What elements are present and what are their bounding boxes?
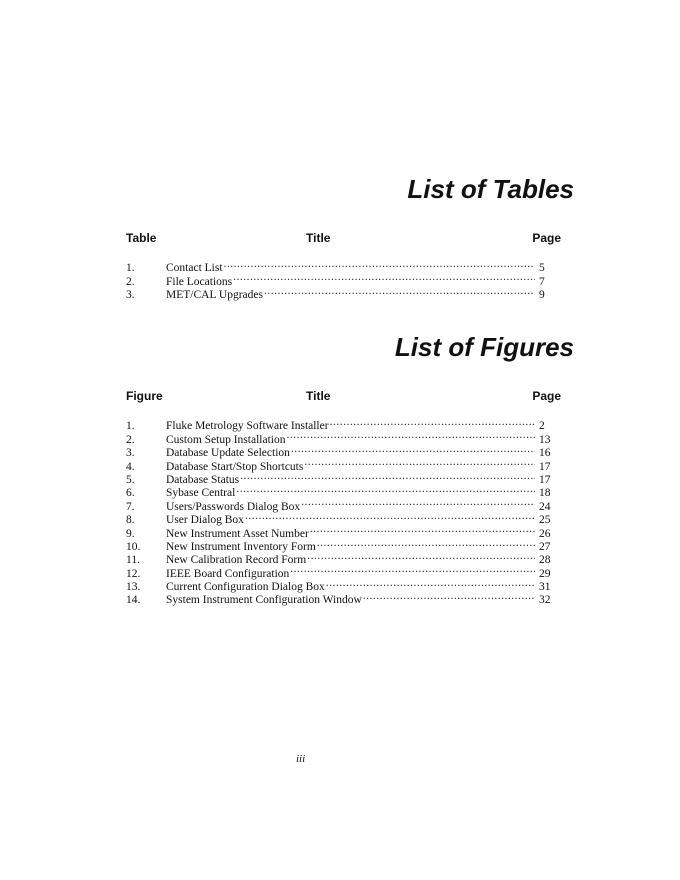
table-number-column-label: Table bbox=[126, 231, 157, 245]
figure-entry-number: 7. bbox=[126, 500, 135, 513]
dot-leader bbox=[264, 285, 535, 298]
figures-list bbox=[126, 416, 553, 607]
dot-leader bbox=[224, 258, 535, 271]
figure-entry[interactable] bbox=[126, 496, 553, 513]
figure-entry[interactable] bbox=[126, 456, 553, 473]
figure-entry[interactable] bbox=[126, 483, 553, 500]
figure-entry-page: 28 bbox=[539, 554, 551, 567]
figure-entry-title: Users/Passwords Dialog Box bbox=[166, 500, 301, 513]
figure-entry-number: 13. bbox=[126, 581, 141, 594]
figure-entry-page: 29 bbox=[539, 567, 551, 580]
figures-column-header bbox=[126, 389, 561, 405]
figure-page-column-label: Page bbox=[532, 389, 561, 403]
figure-entry-page: 27 bbox=[539, 540, 551, 553]
figure-entry-number: 3. bbox=[126, 447, 135, 460]
table-entry-page: 9 bbox=[539, 289, 545, 302]
figure-entry-page: 17 bbox=[539, 473, 551, 486]
table-entry[interactable] bbox=[126, 285, 553, 302]
table-entry-title: Contact List bbox=[166, 262, 223, 275]
figure-entry-title: Fluke Metrology Software Installer bbox=[166, 420, 329, 433]
dot-leader bbox=[304, 456, 535, 469]
figure-entry-number: 6. bbox=[126, 487, 135, 500]
figure-entry[interactable] bbox=[126, 563, 553, 580]
figure-entry-number: 1. bbox=[126, 420, 135, 433]
table-entry-page: 5 bbox=[539, 262, 545, 275]
dot-leader bbox=[330, 416, 535, 429]
figure-entry[interactable] bbox=[126, 590, 553, 607]
dot-leader bbox=[310, 523, 535, 536]
figure-entry-number: 4. bbox=[126, 460, 135, 473]
figure-entry[interactable] bbox=[126, 537, 553, 553]
table-entry[interactable] bbox=[126, 258, 553, 275]
dot-leader bbox=[286, 429, 535, 442]
figure-entry-page: 31 bbox=[539, 581, 551, 594]
list-of-tables-heading: List of Tables bbox=[407, 174, 574, 204]
figure-entry-title: Custom Setup Installation bbox=[166, 433, 286, 446]
figure-entry-page: 24 bbox=[539, 500, 551, 513]
figure-entry-page: 18 bbox=[539, 487, 551, 500]
table-entry-page: 7 bbox=[539, 275, 545, 288]
figure-entry-page: 2 bbox=[539, 420, 545, 433]
tables-column-header bbox=[126, 231, 561, 247]
table-title-column-label: Title bbox=[306, 231, 331, 245]
figure-entry[interactable] bbox=[126, 443, 553, 460]
figure-entry[interactable] bbox=[126, 577, 553, 594]
figure-entry-title: IEEE Board Configuration bbox=[166, 567, 290, 580]
figure-entry-title: New Instrument Inventory Form bbox=[166, 540, 316, 553]
figure-entry-title: Current Configuration Dialog Box bbox=[166, 581, 325, 594]
tables-list bbox=[126, 258, 553, 302]
table-page-column-label: Page bbox=[532, 231, 561, 245]
dot-leader bbox=[326, 577, 535, 590]
figure-entry-title: Database Update Selection bbox=[166, 447, 290, 460]
figure-entry[interactable] bbox=[126, 523, 553, 540]
figure-entry-number: 2. bbox=[126, 433, 135, 446]
table-entry-title: File Locations bbox=[166, 275, 233, 288]
figure-entry-page: 32 bbox=[539, 594, 551, 607]
figure-entry-number: 14. bbox=[126, 594, 141, 607]
figure-entry-number: 5. bbox=[126, 473, 135, 486]
dot-leader bbox=[236, 483, 535, 496]
figure-entry-page: 16 bbox=[539, 447, 551, 460]
dot-leader bbox=[301, 496, 535, 509]
figure-entry-page: 17 bbox=[539, 460, 551, 473]
dot-leader bbox=[363, 590, 535, 603]
figure-entry[interactable] bbox=[126, 429, 553, 446]
figure-entry-title: Database Status bbox=[166, 473, 240, 486]
figure-entry-page: 25 bbox=[539, 514, 551, 527]
figure-entry[interactable] bbox=[126, 510, 553, 527]
dot-leader bbox=[245, 510, 535, 523]
figure-entry-page: 13 bbox=[539, 433, 551, 446]
dot-leader bbox=[291, 443, 535, 456]
figure-entry-title: User Dialog Box bbox=[166, 514, 244, 527]
figure-entry-page: 26 bbox=[539, 527, 551, 540]
table-entry-number: 2. bbox=[126, 275, 135, 288]
figure-entry-number: 8. bbox=[126, 514, 135, 527]
figure-entry-title: Sybase Central bbox=[166, 487, 236, 500]
figure-entry-number: 12. bbox=[126, 567, 141, 580]
figure-entry[interactable] bbox=[126, 470, 553, 486]
figure-entry[interactable] bbox=[126, 416, 553, 433]
figure-number-column-label: Figure bbox=[126, 389, 163, 403]
figure-entry-number: 9. bbox=[126, 527, 135, 540]
figure-entry-number: 10. bbox=[126, 540, 141, 553]
dot-leader bbox=[307, 550, 535, 563]
table-entry-number: 3. bbox=[126, 289, 135, 302]
figure-title-column-label: Title bbox=[306, 389, 331, 403]
figure-entry-title: Database Start/Stop Shortcuts bbox=[166, 460, 304, 473]
page-number-footer: iii bbox=[296, 753, 306, 765]
figure-entry-title: New Calibration Record Form bbox=[166, 554, 307, 567]
table-entry-number: 1. bbox=[126, 262, 135, 275]
list-of-figures-heading: List of Figures bbox=[394, 332, 574, 362]
table-entry-title: MET/CAL Upgrades bbox=[166, 289, 263, 302]
figure-entry[interactable] bbox=[126, 550, 553, 567]
dot-leader bbox=[233, 271, 535, 284]
figure-entry-title: System Instrument Configuration Window bbox=[166, 594, 362, 607]
figure-entry-title: New Instrument Asset Number bbox=[166, 527, 309, 540]
figure-entry-number: 11. bbox=[126, 554, 140, 567]
dot-leader bbox=[317, 537, 535, 550]
dot-leader bbox=[290, 563, 535, 576]
table-entry[interactable] bbox=[126, 271, 553, 288]
dot-leader bbox=[240, 470, 535, 483]
